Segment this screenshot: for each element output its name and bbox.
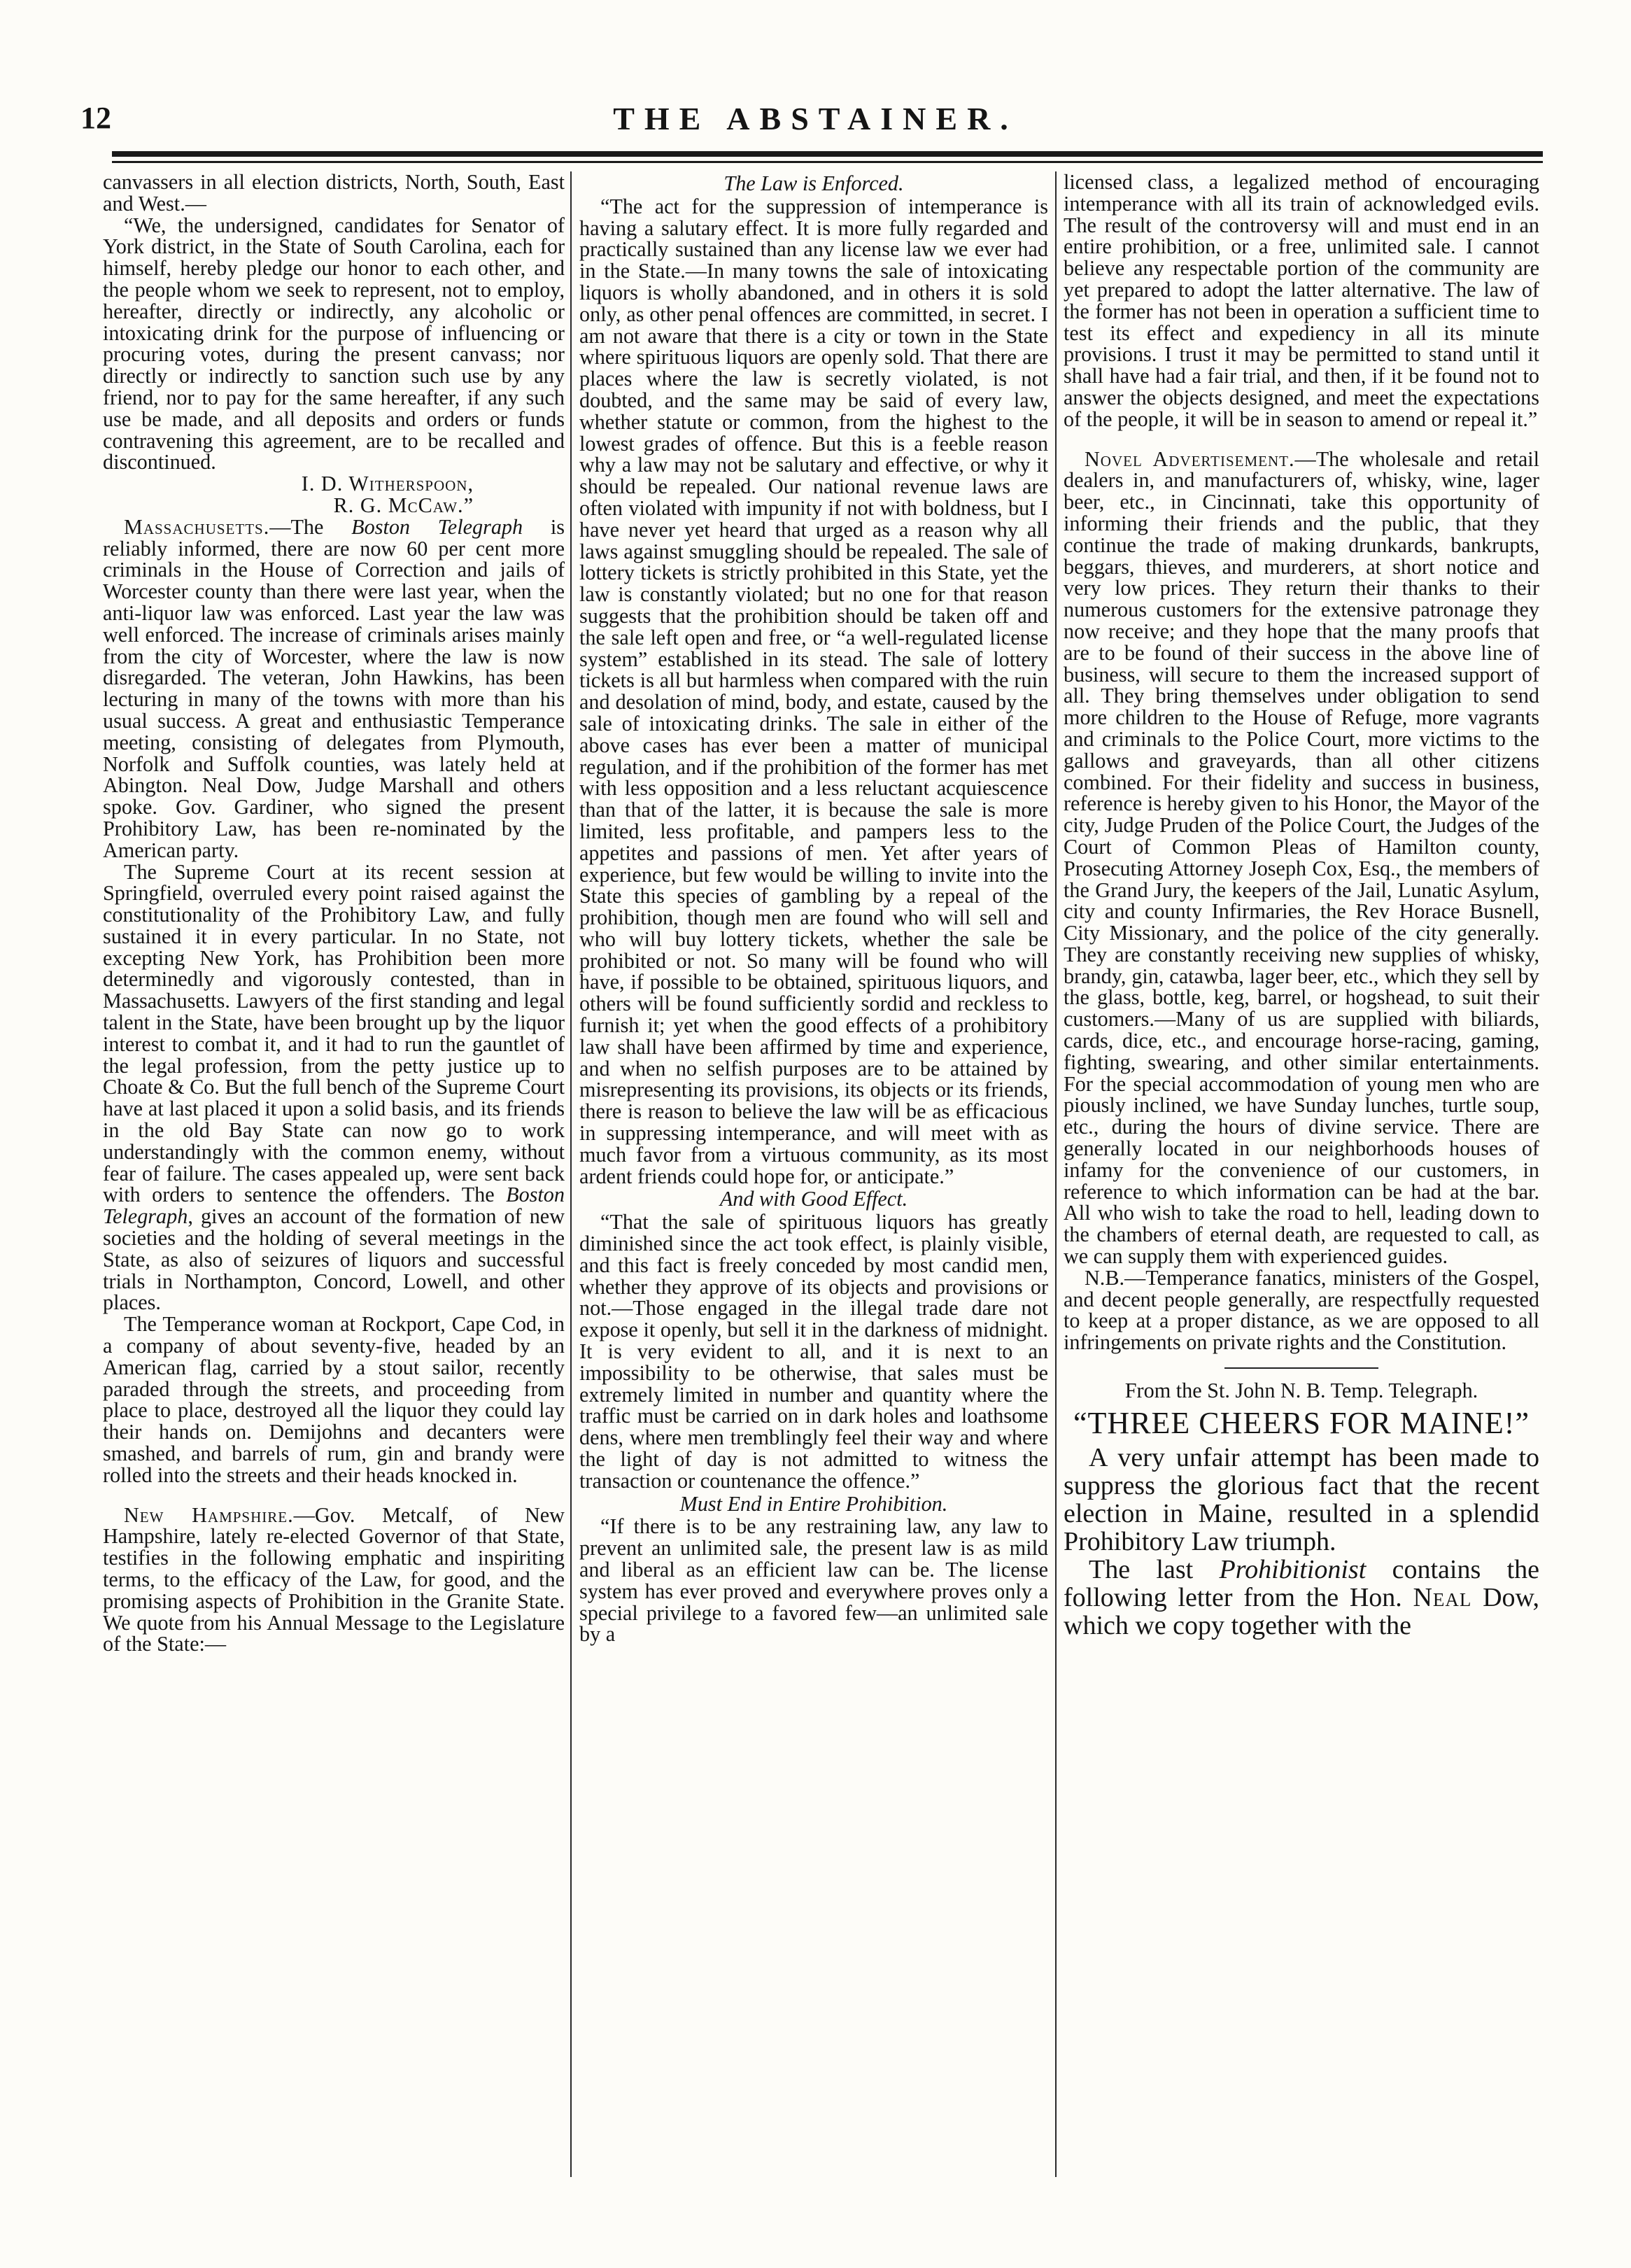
- paper-name: Boston Telegraph: [351, 514, 523, 539]
- article-text: A very unfair attempt has been made to suppress the glorious fact that the recent election in Maine, resulted in a splendid Prohibitory Law triumph.: [1064, 1442, 1539, 1556]
- article-text: The last: [1089, 1554, 1220, 1584]
- message-excerpt: “If there is to be any restraining law, any law to prevent an unlimited sale, the present law is as mild and liberal as an efficient law can be. The license system has ever proved and everywhere proves only a special privilege to a favored few—an unlimited sale by a: [579, 1514, 1048, 1647]
- article-text: canvassers in all election districts, North, South, East and West.—: [103, 171, 565, 216]
- page-number: 12: [80, 101, 111, 135]
- signature: [103, 495, 565, 516]
- section-lead: New Hampshire.: [124, 1502, 294, 1527]
- novel-advertisement: [1064, 446, 1539, 1269]
- message-excerpt: licensed class, a legalized method of encouraging intemperance with all its train of acknowledged evils. The result of the controversy will and must end in an entire prohibition, or a free, unlimited sale. I cannot believe any respectable portion of the community are yet prepared to adopt the latter alternative. The law of the former has not been in operation a sufficient time to test its effect and expediency in all its minute provisions. I trust it may be permitted to stand until it shall have had a fair trial, and then, if it be found not to answer the objects designed, and meet the expectations of the people, it will be in season to amend or repeal it.”: [1064, 171, 1539, 431]
- article-text: —The wholesale and retail dealers in, and manufacturers of, whisky, wine, lager beer, etc., in Cincinnati, take this opportunity of informing their friends and the public, that they continue the trade of making drunkards, bankrupts, beggars, thieves, and murderers, at short notice and very low prices. They return their thanks to their numerous customers for the extensive patronage they now receive; and they hope that the many proofs that are to be found of their success in the above line of business, will secure to them the increased support of all. They bring themselves under obligation to send more children to the House of Refuge, more vagrants and criminals to the Police Court, more victims to the gallows and graveyards, than all other citizens combined. For their fidelity and success in business, reference is hereby given to his Honor, the Mayor of the city, Judge Pruden of the Police Court, the Judges of the Court of Common Pleas of Hamilton county, Prosecuting Attorney Joseph Cox, Esq., the members of the Grand Jury, the keepers of the Jail, Lunatic Asylum, city and county Infirmaries, the Rev Horace Busnell, City Missionary, and the police of the city generally. They are constantly receiving new supplies of whisky, brandy, gin, catawba, lager beer, etc., which they sell by the glass, bottle, keg, barrel, or hogshead, to suit their customers.—Many of us are supplied with biliards, cards, dice, etc., and encourage horse-racing, gaming, fighting, swearing, and other similar entertainments. For the special accommodation of young men who are piously inclined, we have Sunday lunches, turtle soup, etc., during the hours of divine service. There are generally located in our neighborhoods houses of infamy for the convenience of our customers, in reference to which information can be had at the bar. All who wish to take the road to hell, leading down to the chambers of eternal death, are requested to call, as we can supply them with experienced guides.: [1064, 446, 1539, 1269]
- message-excerpt: “That the sale of spirituous liquors has greatly diminished since the act took effect, is plainly visible, and this fact is freely conceded by most candid men, whether they approve of its objects and provisions or not.—Those engaged in the illegal trade dare not expose it openly, but sell it in the darkness of midnight. It is very evident to all, and it is next to an impossibility to be otherwise, that sales must be extremely limited in number and quantity where the traffic must be carried on in dark holes and loathsome dens, where men tremblingly feel their way and where the light of day is not admitted to witness the transaction or countenance the offence.”: [579, 1210, 1048, 1493]
- signature-name: I. D. Witherspoon,: [301, 472, 474, 496]
- column-3: [1064, 171, 1539, 2184]
- court-article: [103, 861, 565, 1314]
- signature-name: R. G. McCaw.”: [333, 493, 474, 517]
- article-text: [1064, 1556, 1539, 1640]
- column-divider: [1055, 171, 1057, 2177]
- pledge-text: “We, the undersigned, candidates for Senator of York district, in the State of South Carolina, each for himself, hereby pledge our honor to each other, and the people whom we seek to represent, not to employ, hereafter, directly or indirectly, any alcoholic or intoxicating drink for the purpose of influencing or procuring votes, during the present canvass; nor directly or indirectly to sanction such use by any friend, nor to pay for the same hereafter, if any such use be made, and all deposits and orders or funds contravening this agreement, are to be recalled and discontinued.: [103, 213, 565, 474]
- subheading: The Law is Enforced.: [723, 171, 904, 195]
- column-2: [579, 171, 1048, 2184]
- article-text: Dow, which we copy together with the: [1064, 1582, 1539, 1640]
- rockport-article: The Temperance woman at Rockport, Cape Cod, in a company of about seventy-five, headed by an American flag, carried by a stout sailor, recently paraded through the streets, and proceeding from place to place, destroyed all the liquor they could lay their hands on. Demijohns and decanters were smashed, and barrels of rum, gin and brandy were rolled into the streets and their heads knocked in.: [103, 1312, 565, 1487]
- headline: “THREE CHEERS FOR MAINE!”: [1073, 1405, 1530, 1440]
- person-name: Neal: [1413, 1582, 1472, 1612]
- section-divider: [1224, 1367, 1378, 1369]
- nota-bene: N.B.—Temperance fanatics, ministers of the Gospel, and decent people generally, are respectfully requested to keep at a proper distance, as we are opposed to all infringements on private rights and the Constitution.: [1064, 1265, 1539, 1355]
- maine-article: [1064, 1444, 1539, 1640]
- subheading: And with Good Effect.: [719, 1187, 908, 1211]
- article-text: contains the following letter from the Hon.: [1064, 1554, 1539, 1612]
- column-divider: [570, 171, 572, 2177]
- article-text: —Gov. Metcalf, of New Hampshire, lately re-elected Governor of that State, testifies in the following emphatic and inspiriting terms, to the efficacy of the Law, for good, and the promising aspects of Prohibition in the Granite State. We quote from his Annual Message to the Legislature of the State:—: [103, 1502, 565, 1656]
- paper-name: Prohibitionist: [1219, 1554, 1367, 1584]
- section-lead: Massachusetts.: [124, 514, 270, 539]
- masthead-title: THE ABSTAINER.: [613, 101, 1018, 136]
- article-text: —The: [269, 514, 352, 539]
- masthead-rule-thin: [112, 161, 1543, 163]
- paper-name: Boston Telegraph: [103, 1183, 565, 1229]
- article-text: , gives an account of the formation of new societies and the holding of several meetings in the State, as also of seizures of liquors and successful trials in Northampton, Concord, Lowell, and other places.: [103, 1204, 565, 1315]
- signature: [103, 473, 565, 495]
- subheading: Must End in Entire Prohibition.: [679, 1491, 948, 1516]
- source-line: From the St. John N. B. Temp. Telegraph.: [1124, 1379, 1478, 1403]
- new-hampshire-article: [103, 1502, 565, 1656]
- article-text: The Supreme Court at its recent session at Springfield, overruled every point raised against the constitutionality of the Prohibitory Law, and fully sustained it in every particular. In no State, not excepting New York, has Prohibition been more determinedly and vigorously contested, than in Massachusetts. Lawyers of the first standing and legal talent in the State, have been brought up by the liquor interest to combat it, and it had to run the gauntlet of the legal profession, from the petty justice up to Choate & Co. But the full bench of the Supreme Court have at last placed it upon a solid basis, and its friends in the old Bay State can now go to work understandingly with the common enemy, without fear of failure. The cases appealed up, were sent back with orders to sentence the offenders. The: [103, 859, 565, 1207]
- masthead-rule-thick: [112, 151, 1543, 157]
- message-excerpt: “The act for the suppression of intemperance is having a salutary effect. It is more fully regarded and practically sustained than any license law we ever had in the State.—In many towns the sale of intoxicating liquors is wholly abandoned, and in others it is sold only, as other penal offences are committed, in secret. I am not aware that there is a city or town in the State where spirituous liquors are openly sold. That there are places where the law is secretly violated, is not doubted, and the same may be said of every law, whether statute or common, from the highest to the lowest grades of offence. But this is a feeble reason why a law may not be salutary and effective, or why it should be repealed. Our national revenue laws are often violated with impunity if not with boldness, but I have never yet heard that urged as a reason why all laws against smuggling should be repealed. The sale of lottery tickets is strictly prohibited in this State, yet the law is constantly violated; but no one for that reason suggests that the prohibition should be taken off and the sale left open and free, or “a well-regulated license system” established in its stead. The sale of lottery tickets is all but harmless when compared with the ruin and desolation of mind, body, and estate, caused by the sale of intoxicating drinks. The sale in either of the above cases has ever been a matter of municipal regulation, and if the prohibition of the former has met with less opposition and a less reluctant acquiescence than that of the latter, it is because the sale is more limited, less profitable, and pampers less to the appetites and passions of men. Yet after years of experience, but few would be willing to invite into the State this species of gambling by a repeal of the prohibition, though men are found who will sell and who will buy lottery tickets, whether the sale be prohibited or not. So many will be found who will have, if possible to be obtained, spirituous liquors, and others will be found sufficiently sordid and reckless to furnish it; yet when the good effects of a prohibitory law shall have been affirmed by time and experience, and when no selfish purposes are to be attained by misrepresenting its provisions, its objects or its friends, there is reason to believe the law will be as efficacious in suppressing intemperance, and will meet with as much favor from a virtuous community, as its most ardent friends could hope for, or anticipate.”: [579, 194, 1048, 1188]
- article-text: is reliably informed, there are now 60 per cent more criminals in the House of Correction and jails of Worcester county than there were last year, when the anti-liquor law was enforced. Last year the law was well enforced. The increase of criminals arises mainly from the city of Worcester, where the law is now disregarded. The veteran, John Hawkins, has been lecturing in many of the towns with more than his usual success. A great and enthusiastic Temperance meeting, consisting of delegates from Plymouth, Norfolk and Suffolk counties, was lately held at Abington. Neal Dow, Judge Marshall and others spoke. Gov. Gardiner, who signed the present Prohibitory Law, has been re-nominated by the American party.: [103, 514, 565, 862]
- column-1: [103, 171, 565, 2184]
- massachusetts-article: [103, 516, 565, 861]
- section-lead: Novel Advertisement.: [1085, 446, 1295, 471]
